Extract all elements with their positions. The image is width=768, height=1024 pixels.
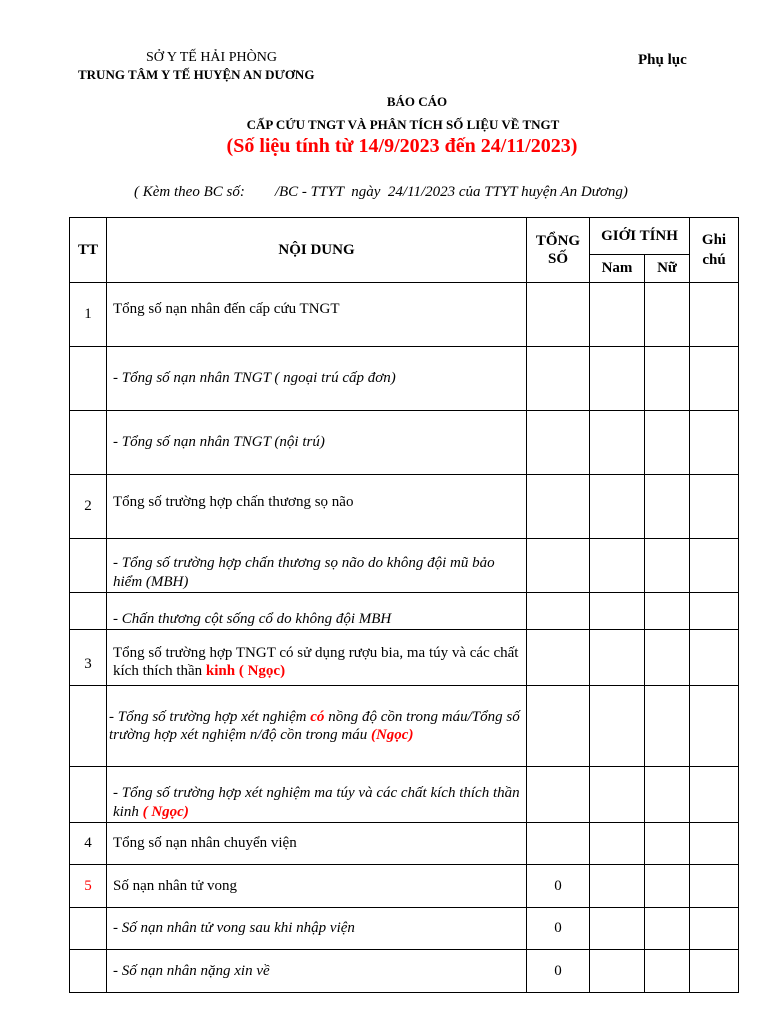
row-content-text: - Tổng số trường hợp xét nghiệm ma túy và các chất kích thích thần kinh [113, 785, 520, 820]
row-note [690, 347, 739, 411]
row-content [107, 767, 527, 823]
row-content: Tổng số trường hợp chấn thương sọ não [107, 475, 527, 539]
row-male [590, 411, 645, 475]
row-content-text-2: nồng độ cồn trong máu/Tổng số trường hợp xét nghiệm n/độ cồn trong máu [109, 708, 520, 743]
row-content-text: Tổng số trường hợp TNGT có sử dụng rượu bia, ma túy và các chất kích thích thần [113, 645, 519, 680]
row-tt [70, 950, 107, 993]
row-tt: 1 [70, 283, 107, 347]
row-male [590, 593, 645, 630]
row-male [590, 539, 645, 593]
row-tt [70, 767, 107, 823]
table-row [70, 475, 739, 539]
row-total [527, 630, 590, 686]
row-content [107, 630, 527, 686]
row-content: - Tổng số nạn nhân TNGT ( ngoại trú cấp đơn) [107, 347, 527, 411]
header-total-line2: SỐ [547, 251, 568, 267]
row-content: - Tổng số trường hợp chấn thương sọ não do không đội mũ bảo hiểm (MBH) [107, 539, 527, 593]
row-content: Tổng số nạn nhân đến cấp cứu TNGT [107, 283, 527, 347]
org-name: TRUNG TÂM Y TẾ HUYỆN AN DƯƠNG [78, 67, 315, 82]
row-total [527, 593, 590, 630]
row-note [690, 283, 739, 347]
row-tt [70, 908, 107, 950]
row-content: Số nạn nhân tử vong [107, 865, 527, 908]
appendix-label: Phụ lục [638, 52, 687, 68]
row-male [590, 475, 645, 539]
row-male [590, 283, 645, 347]
header-note-line2: chú [702, 252, 726, 268]
row-male [590, 950, 645, 993]
table-row [70, 908, 739, 950]
row-female [645, 630, 690, 686]
row-content: Tổng số nạn nhân chuyển viện [107, 823, 527, 865]
row-female [645, 593, 690, 630]
row-note [690, 686, 739, 767]
row-male [590, 686, 645, 767]
row-content [107, 686, 527, 767]
row-female [645, 950, 690, 993]
row-female [645, 767, 690, 823]
table-row [70, 686, 739, 767]
header-total [527, 218, 590, 283]
table-row [70, 411, 739, 475]
row-female [645, 865, 690, 908]
row-female [645, 475, 690, 539]
row-note [690, 950, 739, 993]
row-female [645, 539, 690, 593]
row-total [527, 686, 590, 767]
row-tt [70, 686, 107, 767]
row-male [590, 865, 645, 908]
row-total: 0 [527, 950, 590, 993]
table-row [70, 539, 739, 593]
row-note [690, 593, 739, 630]
row-tt: 4 [70, 823, 107, 865]
header-total-line1: TỔNG [535, 233, 581, 249]
row-content-assignee: (Ngọc) [370, 727, 414, 743]
table-row [70, 865, 739, 908]
report-subtitle: CẤP CỨU TNGT VÀ PHÂN TÍCH SỐ LIỆU VỀ TNGT [246, 117, 560, 132]
row-tt [70, 593, 107, 630]
row-content-assignee: ( Ngọc) [142, 803, 189, 820]
row-male [590, 347, 645, 411]
row-content-highlight: có [310, 708, 325, 725]
row-total [527, 475, 590, 539]
row-content: - Số nạn nhân nặng xin về [107, 950, 527, 993]
row-tt: 2 [70, 475, 107, 539]
row-content-assignee: kinh ( Ngọc) [205, 663, 286, 680]
attachment-note: ( Kèm theo BC số: /BC - TTYT ngày 24/11/2023 của TTYT huyện An Dương) [134, 184, 628, 200]
report-table [69, 217, 739, 993]
table-row [70, 283, 739, 347]
header-note-line1: Ghi [701, 231, 727, 248]
table-row [70, 630, 739, 686]
row-note [690, 865, 739, 908]
row-male [590, 767, 645, 823]
row-content: - Tổng số nạn nhân TNGT (nội trú) [107, 411, 527, 475]
header-male: Nam [590, 255, 645, 283]
header-tt: TT [70, 218, 107, 283]
row-female [645, 347, 690, 411]
row-note [690, 823, 739, 865]
row-content: - Số nạn nhân tử vong sau khi nhập viện [107, 908, 527, 950]
table-row [70, 950, 739, 993]
row-female [645, 411, 690, 475]
row-total: 0 [527, 865, 590, 908]
row-note [690, 411, 739, 475]
report-title: BÁO CÁO [386, 94, 448, 109]
row-note [690, 767, 739, 823]
row-tt: 5 [70, 865, 107, 908]
report-period: (Số liệu tính từ 14/9/2023 đến 24/11/2023) [226, 135, 578, 157]
table-row [70, 823, 739, 865]
row-female [645, 686, 690, 767]
row-total: 0 [527, 908, 590, 950]
row-female [645, 823, 690, 865]
row-tt [70, 539, 107, 593]
table-row [70, 593, 739, 630]
header-gender: GIỚI TÍNH [590, 218, 690, 255]
row-total [527, 347, 590, 411]
header-note [690, 218, 739, 283]
row-note [690, 630, 739, 686]
row-total [527, 539, 590, 593]
table-row [70, 347, 739, 411]
row-total [527, 283, 590, 347]
table-row [70, 767, 739, 823]
row-total [527, 767, 590, 823]
row-total [527, 823, 590, 865]
row-note [690, 539, 739, 593]
row-tt [70, 347, 107, 411]
row-female [645, 908, 690, 950]
row-tt: 3 [70, 630, 107, 686]
org-parent: SỞ Y TẾ HẢI PHÒNG [146, 50, 277, 65]
row-total [527, 411, 590, 475]
row-tt [70, 411, 107, 475]
row-content: - Chấn thương cột sống cổ do không đội MBH [107, 593, 527, 630]
row-male [590, 823, 645, 865]
row-male [590, 908, 645, 950]
header-content: NỘI DUNG [107, 218, 527, 283]
row-note [690, 908, 739, 950]
row-female [645, 283, 690, 347]
row-male [590, 630, 645, 686]
header-female: Nữ [645, 255, 690, 283]
row-note [690, 475, 739, 539]
row-content-text: - Tổng số trường hợp xét nghiệm [109, 708, 311, 725]
